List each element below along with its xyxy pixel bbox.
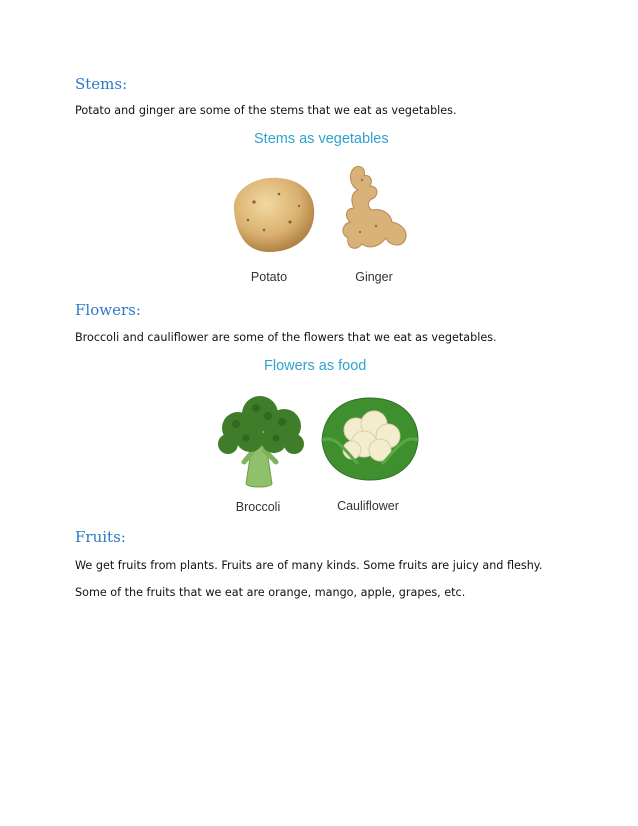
cauliflower-caption: Cauliflower: [337, 499, 399, 513]
broccoli-caption: Broccoli: [235, 500, 281, 514]
broccoli-icon: [216, 392, 306, 490]
fruits-paragraph-2: Some of the fruits that we eat are orange, mango, apple, grapes, etc.: [75, 586, 466, 599]
ginger-caption: Ginger: [355, 270, 393, 284]
section-heading-flowers: Flowers:: [75, 301, 141, 319]
potato-icon: [224, 172, 318, 256]
section-heading-stems: Stems:: [75, 75, 128, 93]
potato-caption: Potato: [250, 270, 288, 284]
flowers-paragraph: Broccoli and cauliflower are some of the flowers that we eat as vegetables.: [75, 331, 497, 344]
section-heading-fruits: Fruits:: [75, 528, 126, 546]
cauliflower-icon: [318, 394, 422, 482]
flowers-figure-title: Flowers as food: [264, 358, 367, 374]
stems-paragraph: Potato and ginger are some of the stems that we eat as vegetables.: [75, 104, 457, 117]
ginger-icon: [332, 160, 412, 260]
stems-figure-title: Stems as vegetables: [254, 131, 389, 147]
fruits-paragraph-1: We get fruits from plants. Fruits are of many kinds. Some fruits are juicy and fleshy.: [75, 559, 543, 572]
